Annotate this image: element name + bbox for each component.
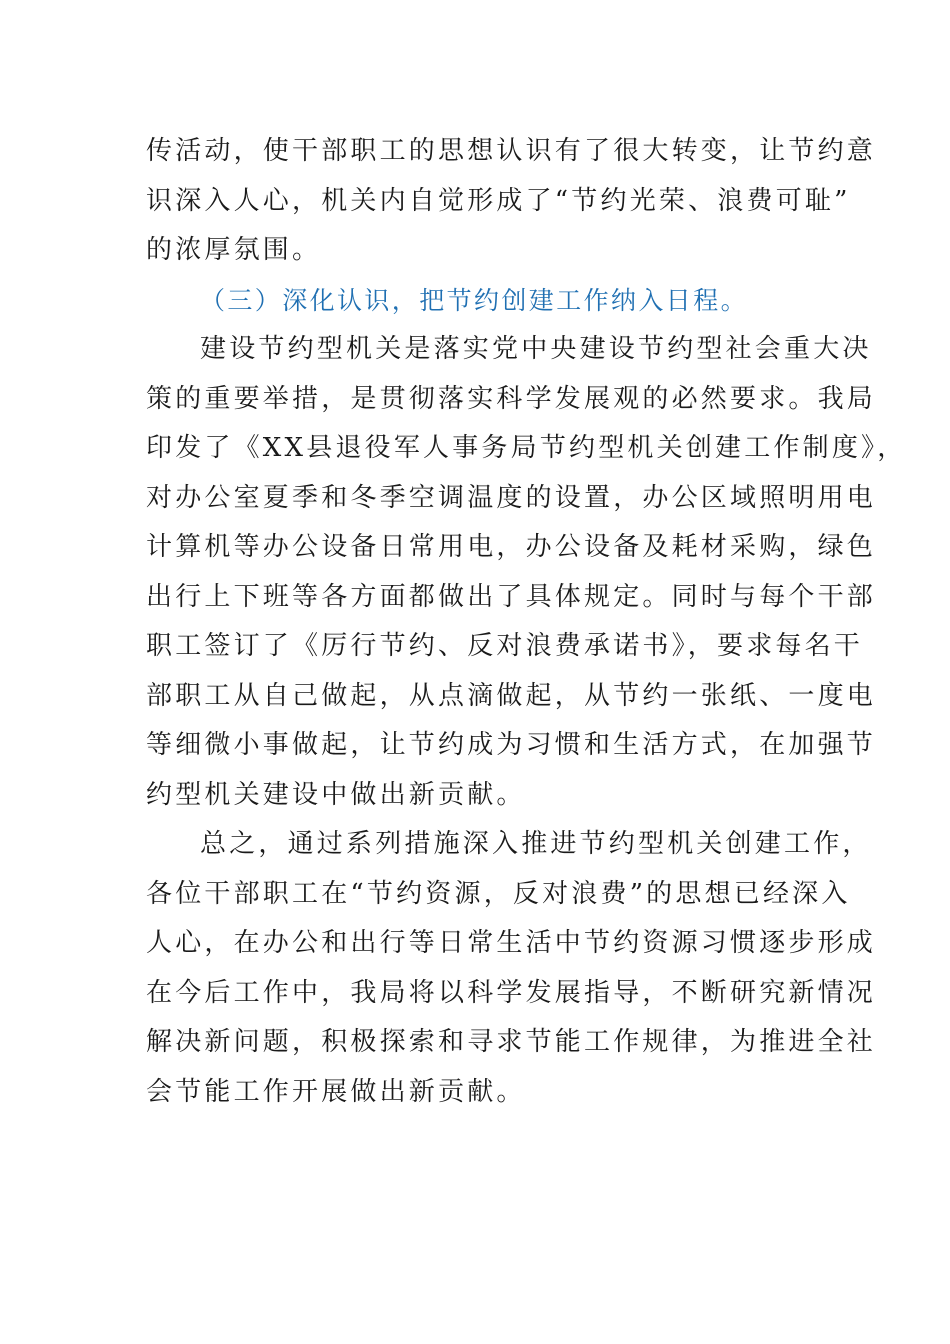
paragraph-line: 总之，通过系列措施深入推进节约型机关创建工作， [200,829,872,859]
paragraph-line: 建设节约型机关是落实党中央建设节约型社会重大决 [200,334,872,364]
paragraph-line: 各位干部职工在“节约资源，反对浪费”的思想已经深入 [146,878,851,909]
document-body [146,127,907,1117]
paragraph-line: 印发了《XX县退役军人事务局节约型机关创建工作制度》， [146,433,907,463]
paragraph-line: 人心，在办公和出行等日常生活中节约资源习惯逐步形成 [146,928,877,958]
paragraph-line: 的浓厚氛围。 [146,235,322,265]
paragraph-line: 部职工从自己做起，从点滴做起，从节约一张纸、一度电 [146,680,877,711]
paragraph-line: 解决新问题，积极探索和寻求节能工作规律，为推进全社 [146,1027,877,1057]
paragraph-line: 策的重要举措，是贯彻落实科学发展观的必然要求。我局 [146,383,877,414]
paragraph-line: 等细微小事做起，让节约成为习惯和生活方式，在加强节 [146,730,877,760]
paragraph-line: 约型机关建设中做出新贡献。 [146,779,526,810]
paragraph-line: 在今后工作中，我局将以科学发展指导，不断研究新情况 [146,977,877,1008]
paragraph-line: 职工签订了《厉行节约、反对浪费承诺书》，要求每名干 [146,631,864,661]
section-heading: （三）深化认识，把节约创建工作纳入日程。 [200,285,749,315]
paragraph-line: 会节能工作开展做出新贡献。 [146,1076,526,1107]
paragraph-line: 计算机等办公设备日常用电，办公设备及耗材采购，绿色 [146,532,877,562]
paragraph-line: 对办公室夏季和冬季空调温度的设置，办公区域照明用电 [146,482,877,513]
paragraph-line: 出行上下班等各方面都做出了具体规定。同时与每个干部 [146,581,877,612]
paragraph-line: 识深入人心，机关内自觉形成了“节约光荣、浪费可耻” [146,185,851,216]
paragraph-line: 传活动，使干部职工的思想认识有了很大转变，让节约意 [146,136,877,166]
